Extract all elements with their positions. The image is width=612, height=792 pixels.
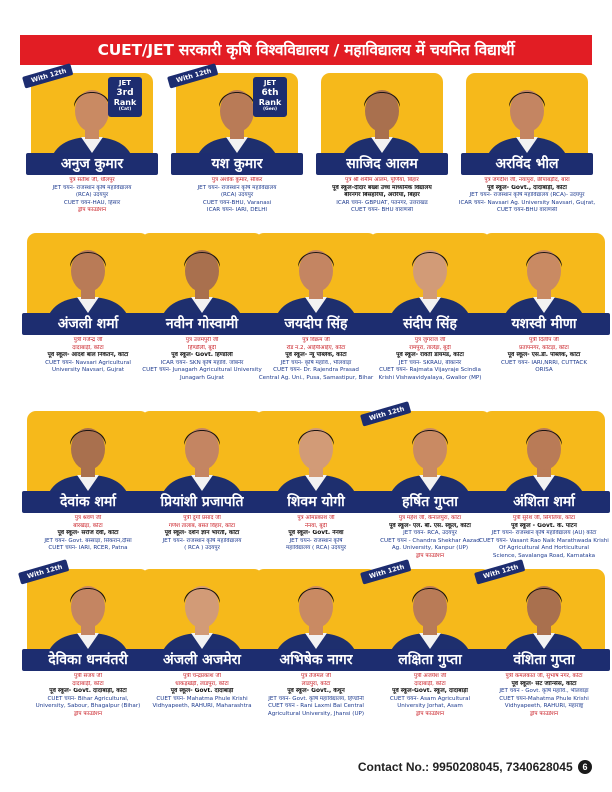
student-detail-line: बोरखेड़ा, कोटा [73,522,103,529]
student-detail-line: पुत्री सुरेश जी, सिंगलिया, कोटा [512,515,576,521]
student-detail-line: CUET चयन-BHU, Varanasi [202,199,272,206]
student-detail-line: पुत्र तेजमल जी [301,673,331,679]
student-detail-line: ICAR चयन- IARI, DELHI [206,207,268,214]
students-grid [22,66,609,745]
students-row [22,562,592,745]
student-detail-line: JET चयन- राजस्थान कृषि महाविद्यालय (AU) कोटा [491,530,597,537]
students-row [22,404,609,569]
student-card [364,562,496,745]
student-detail-line: लाडपुरा, कोटा [301,680,331,687]
student-detail-line: गणेश तालाब, बसंत विहार, कोटा [168,522,236,529]
student-detail-line: दादाबाड़ी, कोटा [72,344,104,351]
student-detail-line: CUET चयन- Mahatma Phule Krishi [156,695,248,702]
student-detail-line: पूर्व स्कूल - Govt. के. पाटन [511,522,577,529]
student-detail-line: ड्रॉप फाउंडेशन [529,710,559,717]
student-detail-line: पुत्री दुर्गा प्रसाद जी [183,515,221,521]
student-card [316,73,448,233]
student-name: जयदीप सिंह [250,313,382,335]
student-detail-line: CUET चयन-BHU वाराणसी [496,207,558,214]
student-detail-line: पुत्र अशोक कुमार, सीकर [211,177,263,183]
student-detail-line: ड्रॉप फाउंडेशन [77,207,107,214]
student-name: साजिद आलम [316,153,448,175]
student-detail-line: JET चयन- राजस्थान कृषि महाविद्यालय [52,184,132,191]
student-detail-line: पूर्व स्कूल- एल. बी. एस. स्कूल, कोटा [389,522,471,529]
student-detail-line: ICAR चयन- GBPUAT, पंतनगर, उत्तराखंड [336,199,428,206]
student-detail-line: (RCA) उदयपुर [75,192,109,199]
student-detail-line: CUET चयन-HAU, हिसार [63,199,121,206]
rank-category: (Gen) [262,107,278,112]
student-detail-line: CUET चयन- Junagarh Agricultural University [142,367,262,374]
student-detail-line: पुत्र जगदीश जी, नयापुरा, छीपाबड़ौद, बारां [484,177,570,183]
student-detail-line: ICAR चयन- SKN कृषि महावि. जोबनेर [160,359,244,366]
student-detail-line: पुत्र ओमप्रकाश जी [297,515,335,521]
student-detail-line: JET चयन- राजस्थान कृषि महाविद्यालय [162,537,242,544]
student-card [136,233,268,411]
student-detail-line: पूर्व स्कूल- सरोज देवी, कोटा [57,530,119,537]
student-card [458,73,596,233]
rank-position: 6th [261,88,279,98]
student-detail-line: रामपुरा, तालेड़ा, बूंदी [409,344,451,351]
student-detail-line: पुत्र उत्तमपुरी जी [185,337,219,343]
student-detail-line: Central Ag. Uni., Pusa, Samastipur, Bihar [258,374,374,381]
student-detail-line: CUET चयन- IARI,NRRI, CUTTACK [501,359,587,366]
student-detail-line: CUET चयन - Rani Laxmi Bai Central [268,703,364,710]
student-detail-line: पूर्व स्कूल- न्यू पब्लिक, कोटा [285,352,347,359]
student-detail-line: पूर्व स्कूल- Govt., कैथून [287,688,345,695]
student-detail-line: CUET चयन- Asam Agricultural [389,695,471,702]
with-12th-ribbon: With 12th [474,559,526,584]
student-card [364,233,496,411]
student-name: यश कुमार [171,153,303,175]
student-detail-line: Agricultural University, Jhansi (UP) [267,710,365,717]
student-detail-line: पुत्री अजयेश जी [413,673,447,679]
rank-word: Rank [113,98,137,107]
rank-badge [253,77,287,117]
student-detail-line: धाकड़खेड़ी, लाडपुरा, कोटा [175,680,229,687]
student-card [22,233,154,411]
student-detail-line: महाविद्यालय ( RCA) उदयपुर [285,545,347,552]
student-detail-line: पूर्व स्कूल-दीदार बख्श उच्च माध्यमिक विद्यालय [332,184,432,191]
student-detail-line: दादाबाड़ी, कोटा [414,680,446,687]
student-name: नवीन गोस्वामी [136,313,268,335]
student-detail-line: पुत्री संजय जी [73,673,103,679]
student-details [457,177,597,215]
student-details [474,337,612,375]
student-detail-line: CUET चयन - Chandra Shekhar Aazad [380,537,480,544]
student-detail-line: ड्रॉप फाउंडेशन [415,552,445,559]
student-detail-line: पूर्व स्कूल- एस.डी. पब्लिक, कोटा [507,352,581,359]
student-detail-line: JET चयन- कृषि महावि., भीलवाड़ा [280,359,352,366]
student-detail-line: पूर्व स्कूल- दर्शन ज्ञान भारती, कोटा [164,530,240,537]
student-details [474,515,612,561]
with-12th-ribbon: With 12th [360,559,412,584]
student-name: अंशिता शर्मा [478,491,610,513]
student-detail-line: प्रतापनगर, कोटड़ा, कोटा [519,344,569,351]
student-detail-line: पूर्व स्कूल- सेंट जॉन्सिस, कोटा [511,680,577,687]
student-detail-line: University Jorhat, Asam [397,703,463,710]
student-detail-line: पूर्व स्कूल- Govt., दादाबाड़ी, कोटा [487,184,567,191]
rank-badge [108,77,142,117]
student-detail-line: पूर्व स्कूल-Govt. स्कूल, दादाबाड़ी [392,688,468,695]
rank-category: (Cat) [118,107,132,112]
student-detail-line: Junagarh Gujrat [179,374,225,381]
student-detail-line: JET चयन- Govt. बस्साड़ा, सिकरान,दौसा [44,537,132,544]
with-12th-ribbon: With 12th [18,559,70,584]
student-card [250,569,382,745]
student-card [26,66,158,233]
student-detail-line: CUET चयन- IARI, RCER, Patna [48,545,128,552]
student-detail-line: CUET चयन- BHU वाराणसी [351,207,413,214]
student-name: लक्षिता गुप्ता [364,649,496,671]
student-card [22,562,154,745]
student-name: अनुज कुमार [26,153,158,175]
student-detail-line: Vidhyapeeth, RAHURI, Maharashtra [152,703,252,710]
rank-exam: JET [263,79,277,87]
student-details [474,673,612,719]
with-12th-ribbon: With 12th [167,63,219,88]
student-detail-line: CUET चयन- Vasant Rao Naik Marathwada Krishi [479,537,609,544]
student-detail-line: दादाबाड़ी, कोटा [72,680,104,687]
student-detail-line: JET चयन- RCA, उदयपुर [403,530,457,537]
student-name: देवांक शर्मा [22,491,154,513]
with-12th-ribbon: With 12th [360,401,412,426]
student-card [136,569,268,745]
student-detail-line: पूर्व स्कूल- Govt. दादाबाड़ी, कोटा [49,688,127,695]
student-detail-line: JET चयन - Govt. कृषि महावि., भीलवाड़ा [499,688,589,695]
student-detail-line: पूर्व स्कूल- Govt. नेनवा [288,530,344,537]
student-detail-line: Science, Savalanga Road, Karnataka [492,552,596,559]
contact-numbers: Contact No.: 9950208045, 7340628045 [357,760,573,774]
student-detail-line: पुत्र जुगराज जी [414,337,446,343]
student-detail-line: JET चयन- राजस्थान कृषि [289,537,343,544]
student-detail-line: रोड न.2, आईपीआईए, कोटा [286,344,346,351]
student-detail-line: पुत्री गजेन्द्र जी [73,337,103,343]
student-card [478,233,610,411]
student-detail-line: Of Agricultural And Horticultural [499,545,589,552]
student-detail-line: बीरनगर बिसहरिया, अररिया, बिहार [344,192,420,199]
student-name: संदीप सिंह [364,313,496,335]
page-title-banner: CUET/JET सरकारी कृषि विश्वविद्यालय / महाविद्यालय में चयनित विद्यार्थी [20,35,592,65]
student-detail-line: पूर्व स्कूल- आदर्श बाल निकेतन, कोटा [47,352,129,359]
student-detail-line: नेनवा, बूंदी [305,522,327,529]
student-details [312,177,452,215]
student-card [171,66,303,233]
student-detail-line: ORISA [535,367,553,374]
student-detail-line: हिण्डौली, बूंदी [188,344,216,351]
student-name: अभिषेक नागर [250,649,382,671]
student-detail-line: Ag. University, Kanpur (UP) [391,545,469,552]
student-detail-line: JET चयन- Govt. कृषि महाविद्यालय, हिण्डौनी [268,695,364,702]
student-detail-line: University Navsari, Gujrat [51,367,125,374]
student-card [250,233,382,411]
student-detail-line: CUET चयन- Bihar Agricultural, [47,695,129,702]
students-row [22,66,596,233]
student-detail-line: Vidhyapeeth, RAHURI, महाराष्ट्र [504,703,584,710]
page-number-badge: 6 [578,760,592,774]
student-detail-line: CUET चयन- Navsari Agricultural [45,359,131,366]
student-name: हर्षित गुप्ता [364,491,496,513]
student-detail-line: CUET चयन- Rajmata Vijayraje Scindia [379,367,481,374]
student-detail-line: JET चयन- राजस्थान कृषि महाविद्यालय (RCA)- उदयपुर [469,192,585,199]
student-detail-line: पुत्र श्री शमीम आलम, पूर्णिया, बिहार [345,177,419,183]
student-detail-line: University, Sabour, Bhagalpur (Bihar) [35,703,141,710]
student-detail-line: पुत्र सतीश जी, धौलपुर [69,177,115,183]
student-name: अरविंद भील [461,153,593,175]
student-details [22,177,162,215]
student-name: देविका धनवंतरी [22,649,154,671]
student-detail-line: ड्रॉप फाउंडेशन [73,710,103,717]
student-card [478,562,610,745]
student-detail-line: पुत्र विक्रम जी [302,337,330,343]
students-row [22,233,592,411]
student-name: अंजली शर्मा [22,313,154,335]
student-detail-line: पुत्र श्रवण जी [74,515,102,521]
student-detail-line: Krishi Vishwavidyalaya, Gwalior (MP) [378,374,482,381]
student-detail-line: (RCA) उदयपुर [220,192,254,199]
rank-exam: JET [118,79,132,87]
student-detail-line: पुत्री दिलीप जी [529,337,559,343]
student-detail-line: पूर्व स्कूल- रावती डायमंड, कोटा [396,352,464,359]
student-card [478,411,610,569]
student-details [167,177,307,215]
student-name: प्रियांशी प्रजापति [136,491,268,513]
student-name: शिवम योगी [250,491,382,513]
student-name: अंजली अजमेरा [136,649,268,671]
with-12th-ribbon: With 12th [22,63,74,88]
student-detail-line: ( RCA ) उदयपुर [184,545,220,552]
student-detail-line: ड्रॉप फाउंडेशन [415,710,445,717]
student-detail-line: JET चयन- राजस्थान कृषि महाविद्यालय [197,184,277,191]
student-name: यशस्वी मीणा [478,313,610,335]
rank-position: 3rd [116,88,134,98]
student-name: वंशिता गुप्ता [478,649,610,671]
contact-footer [356,760,592,774]
student-detail-line: पुत्र महेश जी, केनालपुरा, कोटा [398,515,462,521]
student-detail-line: पूर्व स्कूल- Govt. हिण्डौली [171,352,233,359]
student-detail-line: CUET चयन-Mahatma Phule Krishi [499,695,589,702]
student-detail-line: CUET चयन- Dr. Rajendra Prasad [273,367,359,374]
student-detail-line: ICAR चयन- Navsari Ag. University Navsari, Gujrat, [458,199,596,206]
student-detail-line: JET चयन- SKRAU, बीकानेर [398,359,462,366]
student-detail-line: पुत्री कमलकांत जी, सुभाष नगर, कोटा [505,673,583,679]
student-detail-line: पूर्व स्कूल- Govt. दादाबाड़ी [170,688,234,695]
student-detail-line: पुत्री चन्द्रप्रकाश जी [183,673,221,679]
rank-word: Rank [258,98,282,107]
